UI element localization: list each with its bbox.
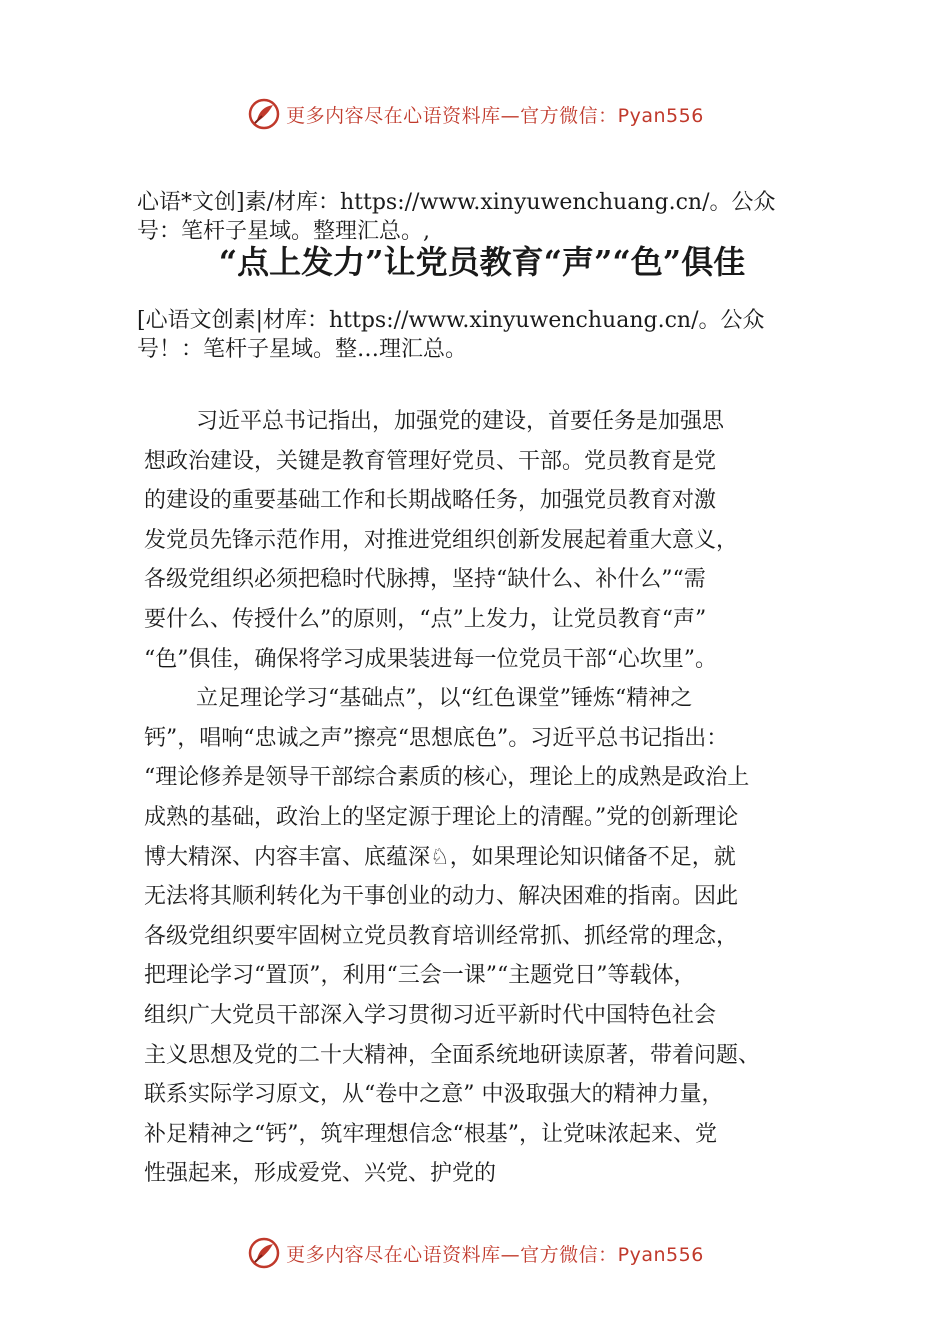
body-line: 想政治建设，关键是教育管理好党员、干部。党员教育是党 [144, 448, 717, 474]
body-line: 钙”，唱响“忠诚之声”擦亮“思想底色”。习近平总书记指出： [144, 725, 729, 751]
article-body [144, 402, 844, 1194]
body-line: 的建设的重要基础工作和长期战略任务，加强党员教育对激 [144, 488, 717, 514]
body-line: 性强起来，形成爱党、兴党、护党的 [144, 1161, 497, 1187]
body-line: 联系实际学习原文，从“卷中之意” 中汲取强大的精神力量， [144, 1082, 724, 1108]
body-line: 组织广大党员干部深入学习贯彻习近平新时代中国特色社会 [144, 1002, 717, 1028]
body-line: “色”俱佳，确保将学习成果装进每一位党员干部“心坎里”。 [144, 646, 717, 672]
body-line: 要什么、传授什么”的原则，“点”上发力，让党员教育“声” [144, 606, 707, 632]
watermark-banner-top [0, 94, 950, 134]
body-line: 博大精深、内容丰富、底蕴深♘，如果理论知识储备不足，就 [144, 844, 736, 870]
source-note-top [137, 188, 842, 246]
watermark-text: 更多内容尽在心语资料库—官方微信：Pyan556 [286, 1243, 704, 1266]
body-line: 主义思想及党的二十大精神，全面系统地研读原著，带着问题、 [144, 1042, 761, 1068]
body-line: 各级党组织必须把稳时代脉搏，坚持“缺什么、补什么”“需 [144, 567, 706, 593]
brand-logo-icon [246, 96, 282, 132]
body-line: 无法将其顺利转化为干事创业的动力、解决困难的指南。因此 [144, 884, 739, 910]
watermark-text: 更多内容尽在心语资料库—官方微信：Pyan556 [286, 104, 704, 127]
body-line: 成熟的基础，政治上的坚定源于理论上的清醒。”党的创新理论 [144, 804, 739, 830]
source-note-line: 号！：笔杆子星域。整…理汇总。 [137, 337, 468, 362]
body-line: 立足理论学习“基础点”，以“红色课堂”锤炼“精神之 [196, 686, 693, 712]
body-line: 把理论学习“置顶”，利用“三会一课”“主题党日”等载体， [144, 963, 696, 989]
body-line: “理论修养是领导干部综合素质的核心，理论上的成熟是政治上 [144, 765, 750, 791]
brand-logo-icon [246, 1235, 282, 1271]
source-note-line: 号：笔杆子星域。整理汇总。, [137, 219, 430, 244]
body-line: 习近平总书记指出，加强党的建设，首要任务是加强思 [196, 409, 725, 434]
article-title: “点上发力”让党员教育“声”“色”俱佳 [218, 243, 746, 281]
watermark-banner-bottom [0, 1233, 950, 1273]
source-note-line: 心语*文创]素/材库：https://www.xinyuwenchuang.cn/。公众 [137, 190, 776, 215]
body-line: 补足精神之“钙”，筑牢理想信念“根基”，让党味浓起来、党 [144, 1121, 717, 1147]
body-line: 发党员先锋示范作用，对推进党组织创新发展起着重大意义， [144, 527, 739, 553]
body-line: 各级党组织要牢固树立党员教育培训经常抓、抓经常的理念， [144, 923, 739, 949]
source-note-second [137, 306, 842, 364]
source-note-line: [心语文创素|材库：https://www.xinyuwenchuang.cn/。公众 [137, 308, 765, 333]
